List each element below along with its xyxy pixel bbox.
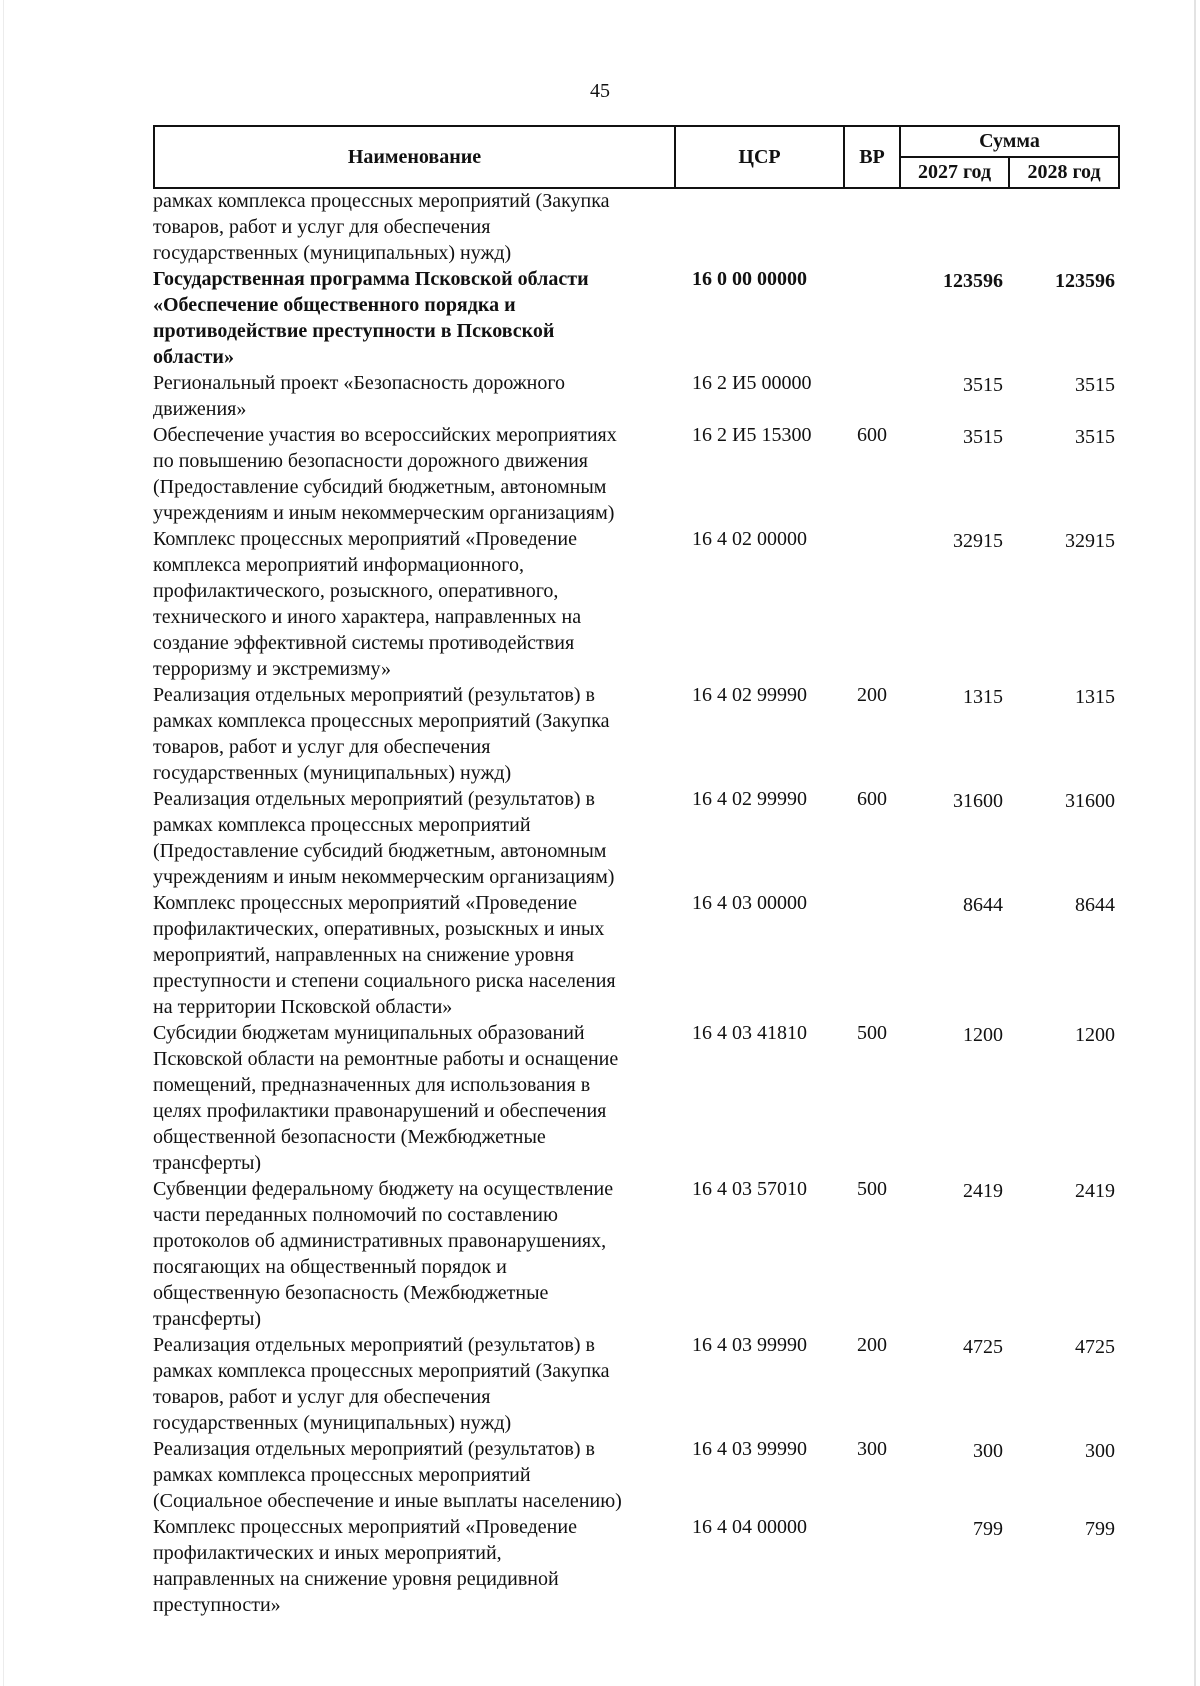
- row-name: Обеспечение участия во всероссийских мероприятиях по повышению безопасности дорожного движения (Предоставление субсидий бюджетным, автономным учреждениям и иным некоммерческим организациям): [153, 424, 617, 524]
- row-sum-2027: 4725: [963, 1336, 1003, 1358]
- row-name: Реализация отдельных мероприятий (результатов) в рамках комплекса процессных мероприятий (Закупка товаров, работ и услуг для обеспечения государственных (муниципальных) нужд): [153, 684, 610, 784]
- row-vr: 200: [857, 684, 887, 706]
- row-csr: 16 4 02 99990: [692, 788, 807, 810]
- row-sum-2027: 3515: [963, 374, 1003, 396]
- table-header: [153, 125, 1120, 189]
- row-sum-2027: 31600: [953, 790, 1003, 812]
- row-sum-2028: 300: [1085, 1440, 1115, 1462]
- row-vr: 600: [857, 424, 887, 446]
- row-csr: 16 2 И5 00000: [692, 372, 812, 394]
- row-sum-2028: 799: [1085, 1518, 1115, 1540]
- row-sum-2027: 32915: [953, 530, 1003, 552]
- table-row: [153, 370, 1120, 422]
- row-sum-2028: 32915: [1065, 530, 1115, 552]
- table-row: [153, 422, 1120, 526]
- scan-edge-left: [3, 0, 4, 1686]
- row-sum-2027: 8644: [963, 894, 1003, 916]
- row-name: Реализация отдельных мероприятий (результатов) в рамках комплекса процессных мероприятий (Социальное обеспечение и иные выплаты населению): [153, 1438, 622, 1512]
- row-sum-2028: 4725: [1075, 1336, 1115, 1358]
- header-sum: Сумма: [901, 127, 1118, 158]
- table-row: [153, 526, 1120, 682]
- row-vr: 500: [857, 1022, 887, 1044]
- row-csr: 16 4 03 41810: [692, 1022, 807, 1044]
- row-name: Субвенции федеральному бюджету на осуществление части переданных полномочий по составлению протоколов об административных правонарушениях, посягающих на общественный порядок и общественную безопасность (Межбюджетные трансферты): [153, 1178, 614, 1330]
- row-name: Государственная программа Псковской области «Обеспечение общественного порядка и противодействие преступности в Псковской области»: [153, 268, 589, 368]
- row-sum-2027: 123596: [943, 270, 1003, 292]
- row-sum-2028: 8644: [1075, 894, 1115, 916]
- row-csr: 16 4 04 00000: [692, 1516, 807, 1538]
- row-csr: 16 2 И5 15300: [692, 424, 812, 446]
- row-vr: 600: [857, 788, 887, 810]
- row-sum-2028: 31600: [1065, 790, 1115, 812]
- row-sum-2028: 3515: [1075, 426, 1115, 448]
- header-year-2028: 2028 год: [1027, 161, 1101, 183]
- row-name: Реализация отдельных мероприятий (результатов) в рамках комплекса процессных мероприятий (Закупка товаров, работ и услуг для обеспечения государственных (муниципальных) нужд): [153, 1334, 610, 1434]
- row-csr: 16 0 00 00000: [692, 268, 807, 290]
- row-sum-2027: 1315: [963, 686, 1003, 708]
- row-sum-2027: 3515: [963, 426, 1003, 448]
- table-row: [153, 1020, 1120, 1176]
- table-row: [153, 1514, 1120, 1618]
- row-csr: 16 4 03 99990: [692, 1334, 807, 1356]
- header-year-2027: 2027 год: [901, 158, 1010, 187]
- table-row: [153, 890, 1120, 1020]
- header-vr: ВР: [845, 127, 901, 187]
- scan-edge-right: [1194, 0, 1196, 1686]
- table-body: [153, 188, 1120, 1618]
- row-sum-2028: 1315: [1075, 686, 1115, 708]
- row-csr: 16 4 02 00000: [692, 528, 807, 550]
- row-vr: 300: [857, 1438, 887, 1460]
- row-sum-2028: 123596: [1055, 270, 1115, 292]
- row-csr: 16 4 03 57010: [692, 1178, 807, 1200]
- row-name: Реализация отдельных мероприятий (результатов) в рамках комплекса процессных мероприятий (Предоставление субсидий бюджетным, автономным учреждениям и иным некоммерческим организациям): [153, 788, 615, 888]
- row-sum-2027: 799: [973, 1518, 1003, 1540]
- row-sum-2028: 2419: [1075, 1180, 1115, 1202]
- row-name: Субсидии бюджетам муниципальных образований Псковской области на ремонтные работы и оснащение помещений, предназначенных для использования в целях профилактики правонарушений и обеспечения общественной безопасности (Межбюджетные трансферты): [153, 1022, 619, 1174]
- table-row: [153, 786, 1120, 890]
- row-csr: 16 4 03 00000: [692, 892, 807, 914]
- row-sum-2027: 2419: [963, 1180, 1003, 1202]
- row-csr: 16 4 02 99990: [692, 684, 807, 706]
- page-number: 45: [590, 80, 610, 102]
- header-name: Наименование: [155, 127, 676, 187]
- table-row: [153, 1176, 1120, 1332]
- row-sum-2028: 1200: [1075, 1024, 1115, 1046]
- row-name: Комплекс процессных мероприятий «Проведение комплекса мероприятий информационного, профилактического, розыскного, оперативного, технического и иного характера, направленных на создание эффективной системы противодействия терроризму и экстремизму»: [153, 528, 582, 680]
- row-name: Комплекс процессных мероприятий «Проведение профилактических и иных мероприятий, направленных на снижение уровня рецидивной преступности»: [153, 1516, 577, 1616]
- row-sum-2027: 300: [973, 1440, 1003, 1462]
- row-csr: 16 4 03 99990: [692, 1438, 807, 1460]
- row-name: рамках комплекса процессных мероприятий (Закупка товаров, работ и услуг для обеспечения государственных (муниципальных) нужд): [153, 190, 610, 264]
- header-csr: ЦСР: [676, 127, 845, 187]
- table-row: [153, 1436, 1120, 1514]
- row-name: Комплекс процессных мероприятий «Проведение профилактических, оперативных, розыскных и иных мероприятий, направленных на снижение уровня преступности и степени социального риска населения на территории Псковской области»: [153, 892, 616, 1018]
- row-vr: 200: [857, 1334, 887, 1356]
- table-row: [153, 682, 1120, 786]
- row-sum-2027: 1200: [963, 1024, 1003, 1046]
- table-row: [153, 266, 1120, 370]
- table-row: [153, 1332, 1120, 1436]
- row-vr: 500: [857, 1178, 887, 1200]
- table-row: [153, 188, 1120, 266]
- row-name: Региональный проект «Безопасность дорожного движения»: [153, 372, 566, 420]
- row-sum-2028: 3515: [1075, 374, 1115, 396]
